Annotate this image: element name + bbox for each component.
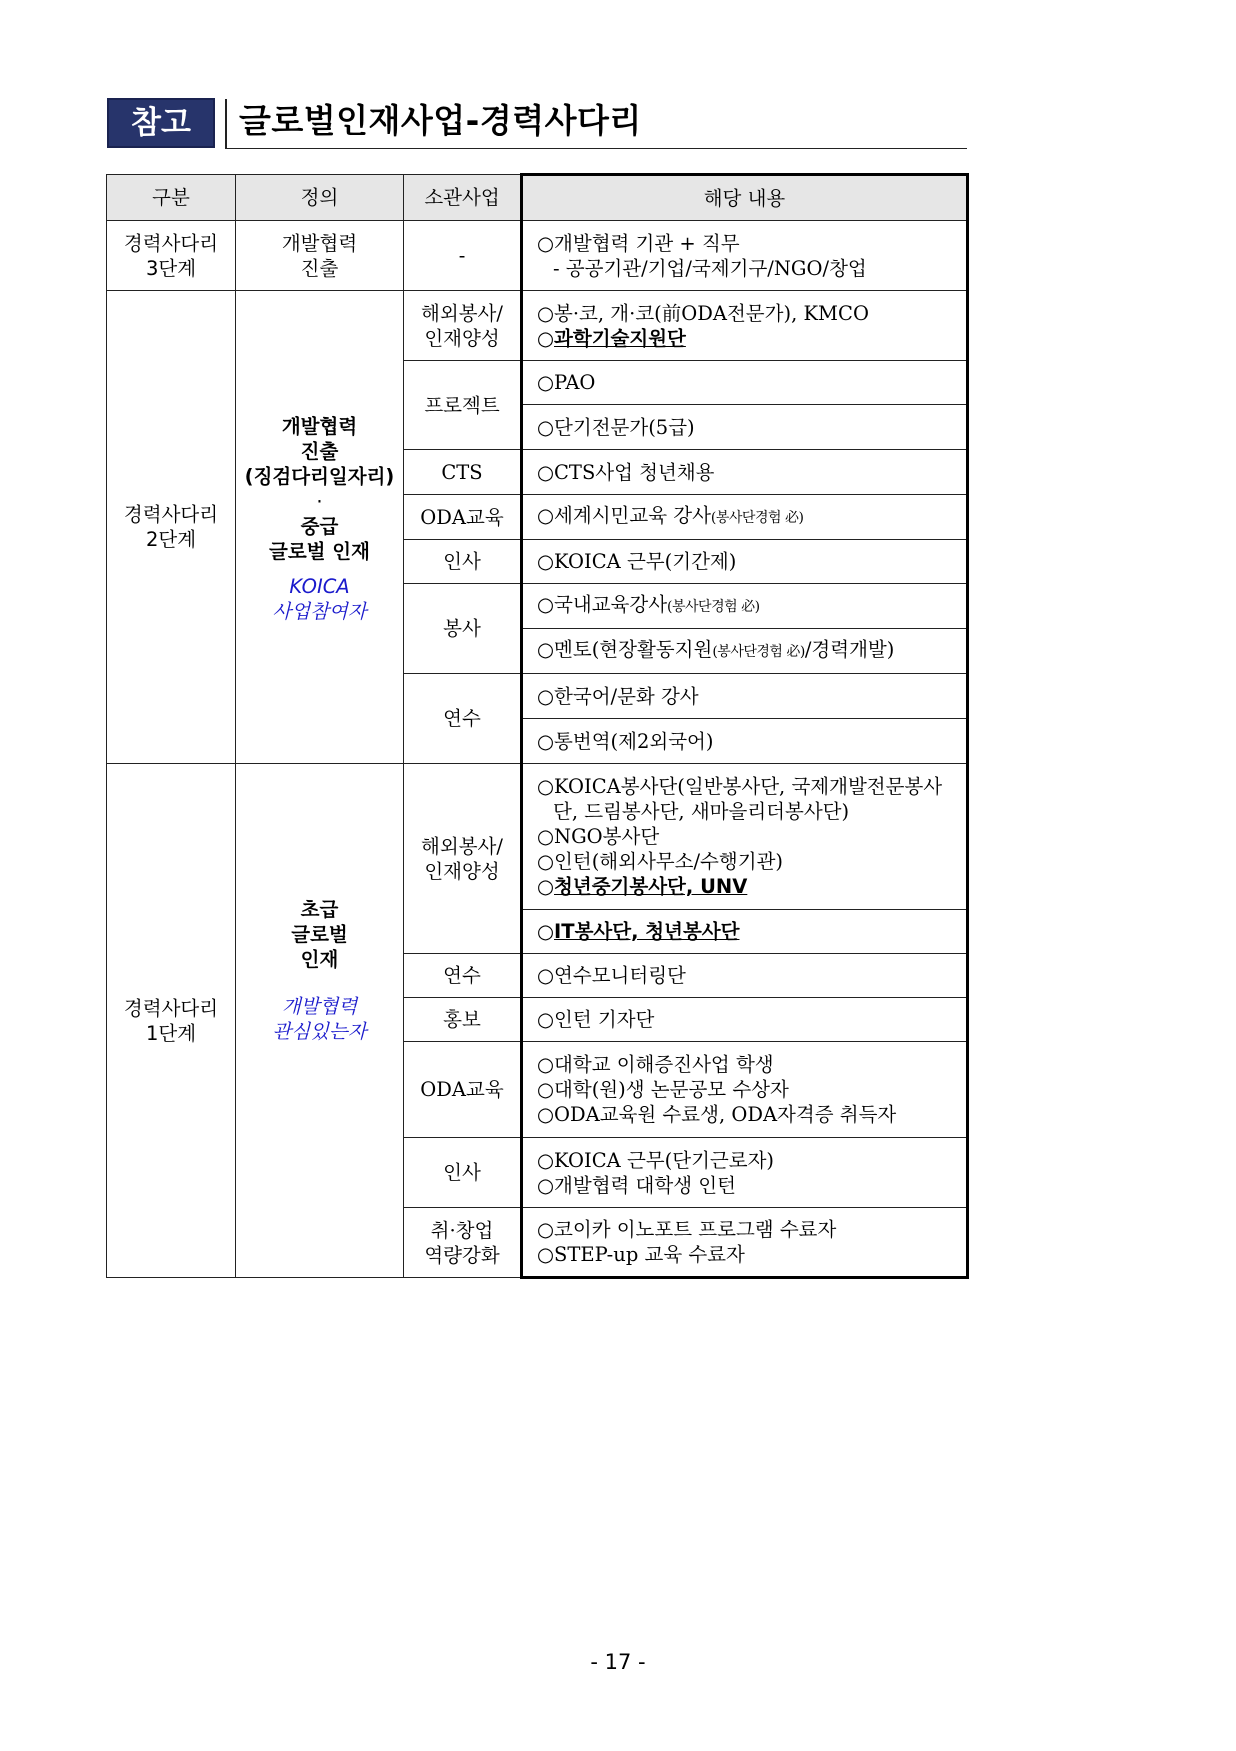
stage2-content-hr: ○KOICA 근무(기간제) — [522, 540, 968, 584]
stage2-participants: KOICA — [289, 575, 350, 598]
table-row — [107, 221, 968, 291]
stage2-content-mentor: ○멘토(현장활동지원(봉사단경험 必)/경력개발) — [522, 629, 968, 674]
stage1-participants: 개발협력 — [281, 995, 358, 1018]
stage1-program-career: 취·창업 역량강화 — [404, 1208, 522, 1278]
stage3-label: 경력사다리 3단계 — [107, 221, 236, 291]
col-header-category: 구분 — [107, 175, 236, 221]
col-header-content: 해당 내용 — [522, 175, 968, 221]
stage1-label: 경력사다리 1단계 — [107, 764, 236, 1278]
stage2-label: 경력사다리 2단계 — [107, 291, 236, 764]
section-heading — [107, 96, 967, 150]
stage1-program-pr: 홍보 — [404, 998, 522, 1042]
stage1-program-oda-education: ODA교육 — [404, 1042, 522, 1138]
stage2-program-cts: CTS — [404, 450, 522, 495]
stage1-program-overseas: 해외봉사/ 인재양성 — [404, 764, 522, 954]
career-ladder-table — [106, 173, 969, 1279]
stage2-content-interpretation: ○통번역(제2외국어) — [522, 719, 968, 764]
stage2-content-domestic-lecturer: ○국내교육강사(봉사단경험 必) — [522, 584, 968, 629]
stage1-content-hr: ○KOICA 근무(단기근로자) ○개발협력 대학생 인턴 — [522, 1138, 968, 1208]
stage2-content-korean-lecturer: ○한국어/문화 강사 — [522, 674, 968, 719]
stage1-content-career: ○코이카 이노포트 프로그램 수료자 ○STEP-up 교육 수료자 — [522, 1208, 968, 1278]
stage1-content-training: ○연수모니터링단 — [522, 954, 968, 998]
col-header-program: 소관사업 — [404, 175, 522, 221]
stage2-content-pao: ○PAO — [522, 361, 968, 405]
stage2-program-overseas: 해외봉사/ 인재양성 — [404, 291, 522, 361]
stage1-definition: 초급 글로벌 인재 개발협력 관심있는자 — [236, 764, 404, 1278]
stage2-program-project: 프로젝트 — [404, 361, 522, 450]
stage2-program-oda-education: ODA교육 — [404, 495, 522, 540]
stage3-program: - — [404, 221, 522, 291]
stage3-content: ○개발협력 기관 + 직무 - 공공기관/기업/국제기구/NGO/창업 — [522, 221, 968, 291]
stage3-definition: 개발협력 진출 — [236, 221, 404, 291]
stage2-content-oda-education: ○세계시민교육 강사(봉사단경험 必) — [522, 495, 968, 540]
table-header-row — [107, 175, 968, 221]
reference-badge: 참고 — [107, 98, 215, 148]
stage2-content-cts: ○CTS사업 청년채용 — [522, 450, 968, 495]
stage1-program-training: 연수 — [404, 954, 522, 998]
stage2-program-training: 연수 — [404, 674, 522, 764]
stage1-content-pr: ○인턴 기자단 — [522, 998, 968, 1042]
stage1-content-oda-education: ○대학교 이해증진사업 학생 ○대학(원)생 논문공모 수상자 ○ODA교육원 수료생, ODA자격증 취득자 — [522, 1042, 968, 1138]
stage1-content-overseas: ○KOICA봉사단(일반봉사단, 국제개발전문봉사 단, 드림봉사단, 새마을리더봉사단) ○NGO봉사단 ○인턴(해외사무소/수행기관) ○청년중기봉사단, UNV — [522, 764, 968, 910]
table-row — [107, 291, 968, 361]
stage2-program-hr: 인사 — [404, 540, 522, 584]
heading-divider — [225, 99, 227, 148]
stage1-program-hr: 인사 — [404, 1138, 522, 1208]
stage2-content-overseas: ○봉·코, 개·코(前ODA전문가), KMCO ○과학기술지원단 — [522, 291, 968, 361]
stage2-definition: 개발협력 진출 (징검다리일자리) · 중급 글로벌 인재 KOICA 사업참여자 — [236, 291, 404, 764]
stage2-content-short-term-expert: ○단기전문가(5급) — [522, 405, 968, 450]
page-title: 글로벌인재사업-경력사다리 — [239, 101, 642, 140]
heading-underline — [225, 148, 967, 149]
col-header-definition: 정의 — [236, 175, 404, 221]
page-number: - 17 - — [590, 1650, 646, 1674]
table-row — [107, 764, 968, 910]
stage2-program-volunteer: 봉사 — [404, 584, 522, 674]
stage1-content-it-volunteer: ○IT봉사단, 청년봉사단 — [522, 910, 968, 954]
